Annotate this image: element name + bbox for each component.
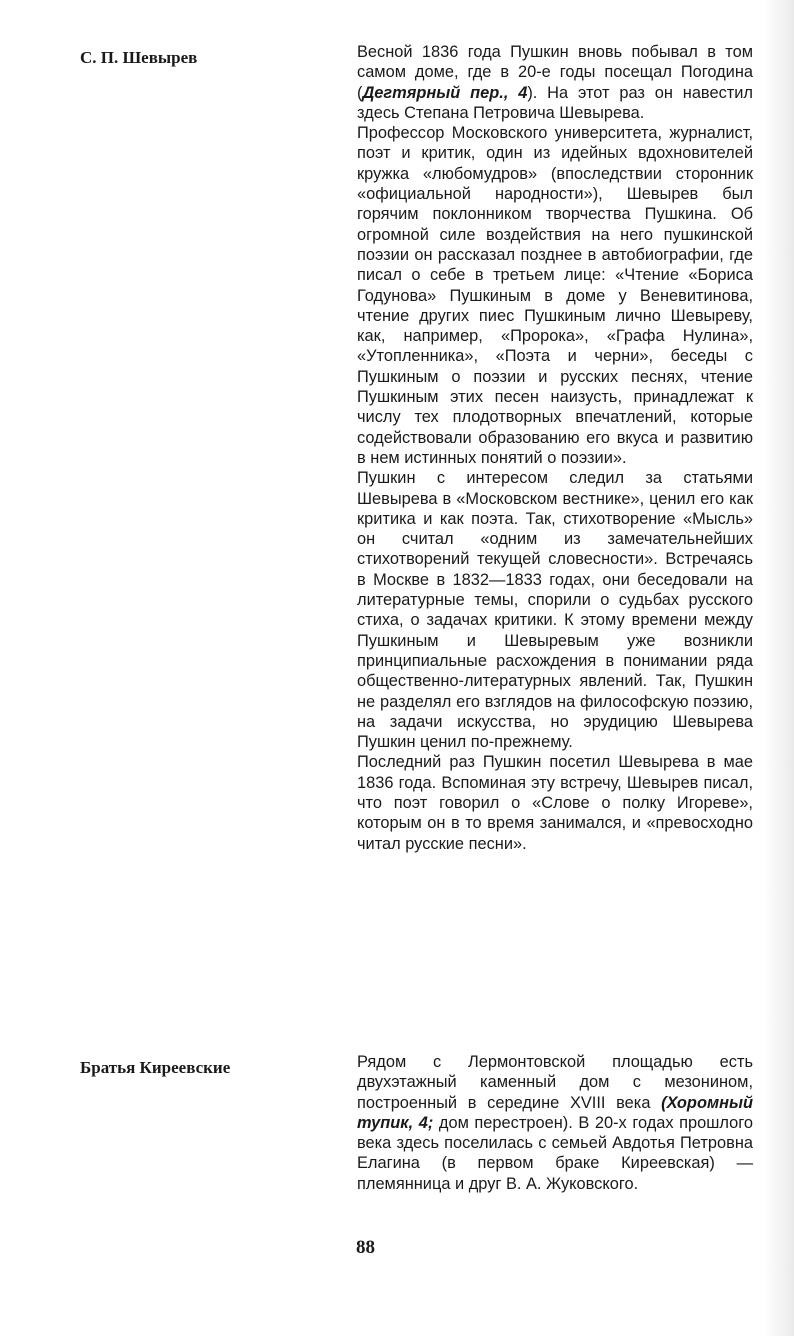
section-title: С. П. Шевырев: [80, 48, 198, 67]
paragraph: [357, 1052, 753, 1194]
paragraph: Последний раз Пушкин посетил Шевырева в мае 1836 года. Вспоминая эту встречу, Шевырев писал, что поэт говорил о «Слове о полку Игореве», которым он в то время занимался, и «превосходно читал русские песни».: [357, 753, 753, 853]
section-body: [357, 1052, 753, 1194]
text-run: Весной 1836 года Пушкин вновь побывал в том самом доме, где в 20-е годы посещал Погодина (: [357, 43, 753, 102]
text-run: дом перестроен). В 20-х годах прошлого века здесь поселилась с семьей Авдотья Петровна Елагина (в первом браке Киреевская) — племянница и друг В. А. Жуковского.: [357, 1113, 754, 1193]
text-run: Рядом с Лермонтовской площадью есть двухэтажный каменный дом с мезонином, построенный в середине XVIII века: [357, 1053, 753, 1112]
text-run: ). На этот раз он навестил здесь Степана Петровича Шевырева.: [357, 83, 753, 122]
section-title: Братья Киреевские: [80, 1058, 231, 1077]
paragraph: Профессор Московского университета, журналист, поэт и критик, один из идейных вдохновителей кружка «любомудров» (впоследствии сторонник «официальной народности»), Шевырев был горячим поклонником творчества Пушкина. Об огромной силе воздействия на него пушкинской поэзии он рассказал позднее в автобиографии, где писал о себе в третьем лице: «Чтение «Бориса Годунова» Пушкиным в доме у Веневитинова, чтение других пиес Пушкиным лично Шевыреву, как, например, «Пророка», «Графа Нулина», «Утопленника», «Поэта и черни», беседы с Пушкиным о поэзии и русских песнях, чтение Пушкиным этих песен наизусть, принадлежат к числу тех плодотворных впечатлений, которые содействовали образованию его вкуса и развитию в нем истинных понятий о поэзии».: [357, 124, 753, 467]
address-text: Дегтярный пер., 4: [362, 83, 528, 102]
address-text: (Хоромный тупик, 4;: [357, 1093, 753, 1132]
paragraph: Пушкин с интересом следил за статьями Шевырева в «Московском вестнике», ценил его как критика и как поэта. Так, стихотворение «Мысль» он считал «одним из замечательнейших стихотворений текущей словесности». Встречаясь в Москве в 1832—1833 годах, они беседовали на литературные темы, спорили о судьбах русского стиха, о задачах критики. К этому времени между Пушкиным и Шевыревым уже возникли принципиальные расхождения в понимании ряда общественно-литературных явлений. Так, Пушкин не разделял его взглядов на философскую поэзию, на задачи искусства, но эрудицию Шевырева Пушкин ценил по-прежнему.: [357, 469, 753, 752]
page-number: 88: [356, 1237, 375, 1258]
paragraph: [357, 42, 753, 123]
section-body: [357, 42, 753, 854]
page-edge-shadow: [764, 0, 794, 1336]
